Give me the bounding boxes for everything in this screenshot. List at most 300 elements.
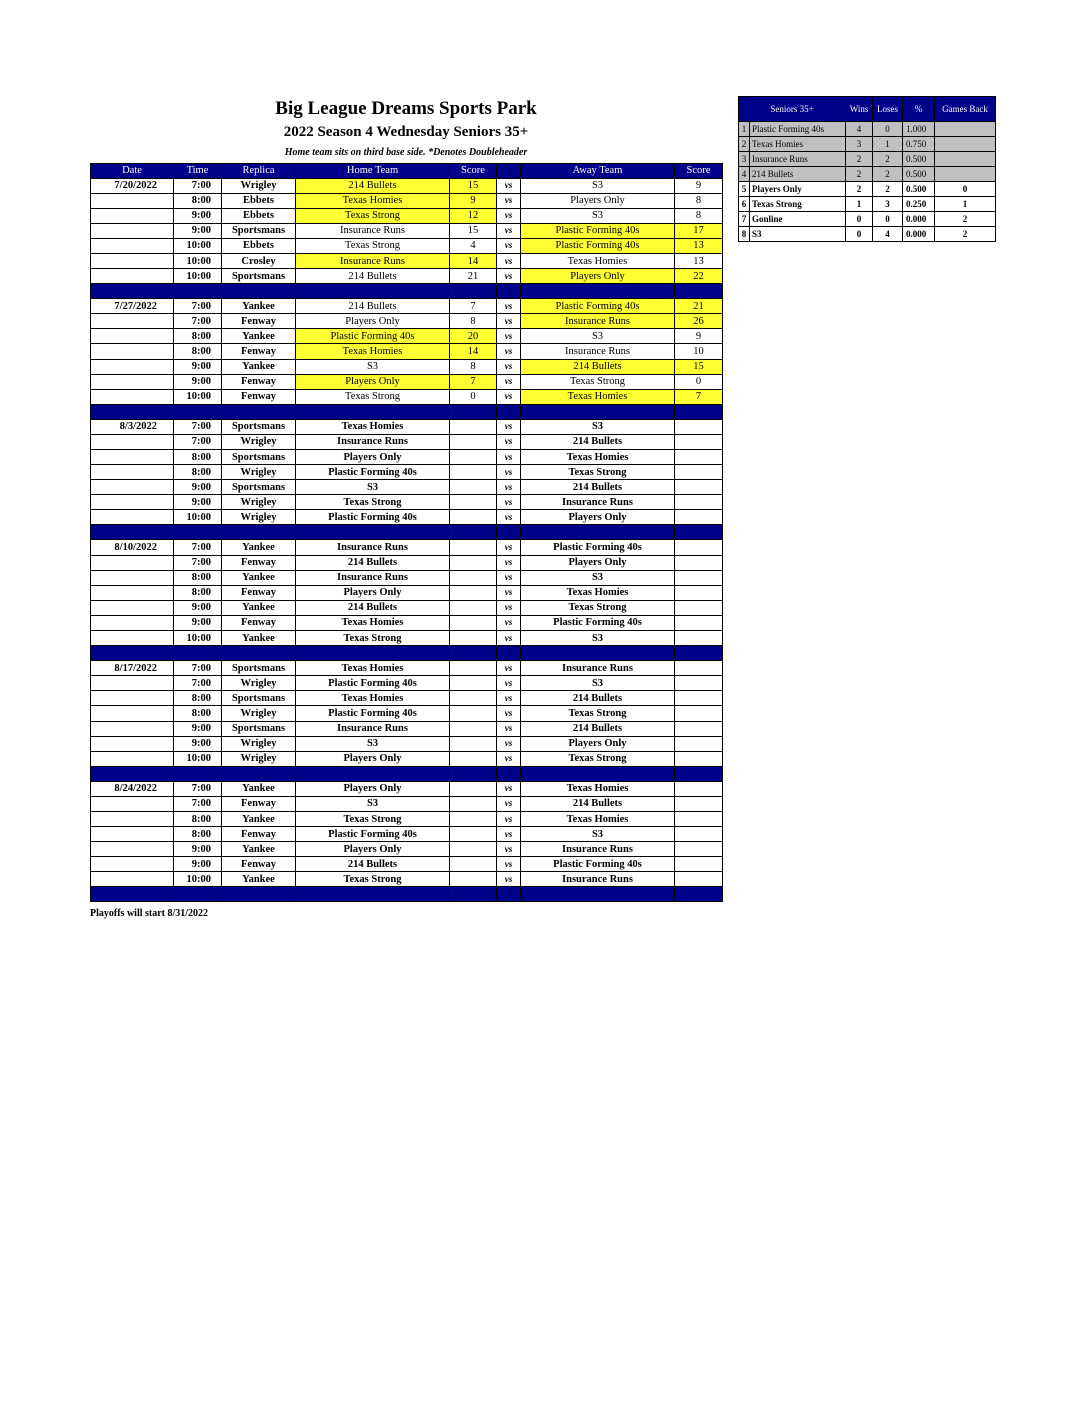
separator-cell xyxy=(222,646,296,661)
game-time: 10:00 xyxy=(174,253,222,268)
home-score: 0 xyxy=(450,389,497,404)
away-team: Insurance Runs xyxy=(521,842,675,857)
home-score: 21 xyxy=(450,269,497,284)
away-team: 214 Bullets xyxy=(521,691,675,706)
separator-cell xyxy=(450,887,497,902)
game-time: 7:00 xyxy=(174,555,222,570)
away-team: S3 xyxy=(521,208,675,223)
col-home-team: Home Team xyxy=(296,164,450,179)
standings-rank: 1 xyxy=(739,122,750,137)
vs-label: vs xyxy=(497,314,521,329)
away-team: Texas Homies xyxy=(521,389,675,404)
away-team: Players Only xyxy=(521,269,675,284)
game-row xyxy=(91,510,723,525)
game-date xyxy=(91,223,174,238)
home-team: Plastic Forming 40s xyxy=(296,676,450,691)
game-time: 7:00 xyxy=(174,676,222,691)
game-field: Sportsmans xyxy=(222,269,296,284)
away-team: Texas Strong xyxy=(521,465,675,480)
home-team: Players Only xyxy=(296,585,450,600)
vs-label: vs xyxy=(497,238,521,253)
standings-wins: 2 xyxy=(846,182,873,197)
home-team: Insurance Runs xyxy=(296,721,450,736)
standings-loses: 1 xyxy=(873,137,903,152)
standings-row xyxy=(739,197,996,212)
game-date xyxy=(91,676,174,691)
standings-header-row xyxy=(739,97,996,122)
standings-team: Texas Strong xyxy=(750,197,846,212)
away-score xyxy=(675,736,723,751)
game-row xyxy=(91,208,723,223)
game-date xyxy=(91,555,174,570)
vs-label: vs xyxy=(497,193,521,208)
separator-cell xyxy=(497,404,521,419)
standings-table xyxy=(738,96,996,242)
separator-cell xyxy=(450,525,497,540)
separator-cell xyxy=(675,887,723,902)
game-field: Ebbets xyxy=(222,208,296,223)
away-team: 214 Bullets xyxy=(521,796,675,811)
game-date xyxy=(91,329,174,344)
game-date xyxy=(91,631,174,646)
game-field: Wrigley xyxy=(222,465,296,480)
game-row xyxy=(91,827,723,842)
standings-body xyxy=(739,122,996,242)
game-date xyxy=(91,480,174,495)
away-score xyxy=(675,465,723,480)
standings-wins: 0 xyxy=(846,212,873,227)
game-time: 10:00 xyxy=(174,631,222,646)
game-time: 7:00 xyxy=(174,661,222,676)
game-row xyxy=(91,706,723,721)
separator-cell xyxy=(222,766,296,781)
game-time: 9:00 xyxy=(174,721,222,736)
separator-cell xyxy=(91,404,174,419)
separator-cell xyxy=(174,766,222,781)
home-team: Texas Homies xyxy=(296,344,450,359)
game-time: 9:00 xyxy=(174,615,222,630)
vs-label: vs xyxy=(497,480,521,495)
game-row xyxy=(91,811,723,826)
home-team: Texas Homies xyxy=(296,661,450,676)
separator-cell xyxy=(675,766,723,781)
separator-cell xyxy=(222,284,296,299)
home-score: 4 xyxy=(450,238,497,253)
standings-row xyxy=(739,122,996,137)
game-field: Yankee xyxy=(222,570,296,585)
away-score: 17 xyxy=(675,223,723,238)
home-score xyxy=(450,827,497,842)
game-time: 9:00 xyxy=(174,600,222,615)
standings-pct: 0.000 xyxy=(903,212,935,227)
vs-label: vs xyxy=(497,721,521,736)
col-time: Time xyxy=(174,164,222,179)
home-score xyxy=(450,857,497,872)
separator-cell xyxy=(675,646,723,661)
game-row xyxy=(91,842,723,857)
game-date xyxy=(91,691,174,706)
vs-label: vs xyxy=(497,872,521,887)
vs-label: vs xyxy=(497,857,521,872)
game-field: Yankee xyxy=(222,811,296,826)
away-team: Players Only xyxy=(521,510,675,525)
separator-cell xyxy=(521,525,675,540)
separator-cell xyxy=(675,284,723,299)
game-field: Wrigley xyxy=(222,736,296,751)
standings-loses: 2 xyxy=(873,152,903,167)
vs-label: vs xyxy=(497,736,521,751)
separator-cell xyxy=(450,404,497,419)
col-date: Date xyxy=(91,164,174,179)
away-team: Players Only xyxy=(521,193,675,208)
away-team: Texas Strong xyxy=(521,751,675,766)
game-date xyxy=(91,434,174,449)
game-field: Fenway xyxy=(222,857,296,872)
standings-loses: 4 xyxy=(873,227,903,242)
game-row xyxy=(91,555,723,570)
home-team: 214 Bullets xyxy=(296,269,450,284)
game-field: Yankee xyxy=(222,540,296,555)
vs-label: vs xyxy=(497,585,521,600)
week-separator xyxy=(91,766,723,781)
game-field: Fenway xyxy=(222,344,296,359)
game-field: Sportsmans xyxy=(222,223,296,238)
away-team: 214 Bullets xyxy=(521,721,675,736)
standings-pct: 1.000 xyxy=(903,122,935,137)
game-time: 7:00 xyxy=(174,314,222,329)
game-field: Sportsmans xyxy=(222,450,296,465)
game-time: 8:00 xyxy=(174,450,222,465)
game-field: Yankee xyxy=(222,329,296,344)
game-row xyxy=(91,585,723,600)
home-score xyxy=(450,570,497,585)
game-row xyxy=(91,872,723,887)
home-team: Players Only xyxy=(296,374,450,389)
standings-team: Insurance Runs xyxy=(750,152,846,167)
standings-rank: 8 xyxy=(739,227,750,242)
home-team: S3 xyxy=(296,796,450,811)
away-score xyxy=(675,510,723,525)
separator-cell xyxy=(497,887,521,902)
game-field: Fenway xyxy=(222,555,296,570)
game-time: 10:00 xyxy=(174,269,222,284)
home-team: S3 xyxy=(296,359,450,374)
vs-label: vs xyxy=(497,359,521,374)
vs-label: vs xyxy=(497,223,521,238)
away-team: S3 xyxy=(521,329,675,344)
home-score: 14 xyxy=(450,344,497,359)
vs-label: vs xyxy=(497,374,521,389)
vs-label: vs xyxy=(497,329,521,344)
standings-loses: 0 xyxy=(873,122,903,137)
game-row xyxy=(91,691,723,706)
vs-label: vs xyxy=(497,600,521,615)
away-score xyxy=(675,661,723,676)
separator-cell xyxy=(675,404,723,419)
away-team: Texas Homies xyxy=(521,585,675,600)
game-field: Ebbets xyxy=(222,238,296,253)
schedule-body xyxy=(91,178,723,902)
away-team: Texas Strong xyxy=(521,374,675,389)
game-row xyxy=(91,299,723,314)
game-date xyxy=(91,314,174,329)
game-row xyxy=(91,434,723,449)
away-score xyxy=(675,570,723,585)
vs-label: vs xyxy=(497,510,521,525)
col-vs xyxy=(497,164,521,179)
game-row xyxy=(91,178,723,193)
away-score xyxy=(675,631,723,646)
home-team: Insurance Runs xyxy=(296,434,450,449)
game-time: 8:00 xyxy=(174,193,222,208)
game-time: 9:00 xyxy=(174,480,222,495)
vs-label: vs xyxy=(497,540,521,555)
separator-cell xyxy=(296,766,450,781)
game-field: Wrigley xyxy=(222,178,296,193)
game-row xyxy=(91,857,723,872)
game-time: 9:00 xyxy=(174,842,222,857)
week-separator xyxy=(91,525,723,540)
game-time: 7:00 xyxy=(174,796,222,811)
game-time: 7:00 xyxy=(174,299,222,314)
standings-games-back: 0 xyxy=(935,182,996,197)
col-replica: Replica xyxy=(222,164,296,179)
game-time: 10:00 xyxy=(174,238,222,253)
game-time: 8:00 xyxy=(174,691,222,706)
away-team: Texas Homies xyxy=(521,811,675,826)
game-date xyxy=(91,253,174,268)
game-field: Fenway xyxy=(222,314,296,329)
home-score xyxy=(450,811,497,826)
week-separator xyxy=(91,404,723,419)
home-score xyxy=(450,540,497,555)
game-field: Ebbets xyxy=(222,193,296,208)
away-team: Players Only xyxy=(521,736,675,751)
home-score xyxy=(450,751,497,766)
away-team: Insurance Runs xyxy=(521,872,675,887)
game-date xyxy=(91,389,174,404)
home-team: 214 Bullets xyxy=(296,857,450,872)
vs-label: vs xyxy=(497,661,521,676)
vs-label: vs xyxy=(497,555,521,570)
separator-cell xyxy=(91,887,174,902)
game-row xyxy=(91,721,723,736)
game-date xyxy=(91,585,174,600)
home-team: Texas Homies xyxy=(296,419,450,434)
separator-cell xyxy=(521,646,675,661)
vs-label: vs xyxy=(497,389,521,404)
game-row xyxy=(91,796,723,811)
separator-cell xyxy=(296,404,450,419)
home-team: 214 Bullets xyxy=(296,299,450,314)
game-time: 10:00 xyxy=(174,751,222,766)
home-score xyxy=(450,450,497,465)
away-score xyxy=(675,540,723,555)
game-date xyxy=(91,269,174,284)
standings-games-back xyxy=(935,167,996,182)
game-date: 8/24/2022 xyxy=(91,781,174,796)
home-score: 8 xyxy=(450,359,497,374)
home-score xyxy=(450,600,497,615)
separator-cell xyxy=(296,284,450,299)
away-team: Plastic Forming 40s xyxy=(521,299,675,314)
home-team: Texas Strong xyxy=(296,872,450,887)
standings-loses: 2 xyxy=(873,167,903,182)
standings-games-back: 1 xyxy=(935,197,996,212)
vs-label: vs xyxy=(497,827,521,842)
standings-rank: 5 xyxy=(739,182,750,197)
away-team: Plastic Forming 40s xyxy=(521,238,675,253)
separator-cell xyxy=(450,284,497,299)
game-field: Fenway xyxy=(222,796,296,811)
col-away-team: Away Team xyxy=(521,164,675,179)
game-row xyxy=(91,661,723,676)
away-score xyxy=(675,495,723,510)
standings-pct: 0.500 xyxy=(903,167,935,182)
game-date xyxy=(91,736,174,751)
home-score xyxy=(450,495,497,510)
home-score: 14 xyxy=(450,253,497,268)
away-team: S3 xyxy=(521,419,675,434)
separator-cell xyxy=(174,887,222,902)
game-date: 8/3/2022 xyxy=(91,419,174,434)
game-date xyxy=(91,359,174,374)
vs-label: vs xyxy=(497,691,521,706)
separator-cell xyxy=(91,646,174,661)
vs-label: vs xyxy=(497,450,521,465)
game-row xyxy=(91,269,723,284)
home-team: S3 xyxy=(296,480,450,495)
home-team: Players Only xyxy=(296,781,450,796)
separator-cell xyxy=(174,404,222,419)
game-date xyxy=(91,796,174,811)
game-date: 8/17/2022 xyxy=(91,661,174,676)
home-team: Insurance Runs xyxy=(296,540,450,555)
standings-rank: 3 xyxy=(739,152,750,167)
away-team: Plastic Forming 40s xyxy=(521,223,675,238)
home-score xyxy=(450,842,497,857)
standings-col-wins: Wins xyxy=(846,97,873,122)
away-team: S3 xyxy=(521,676,675,691)
vs-label: vs xyxy=(497,253,521,268)
standings-pct: 0.500 xyxy=(903,182,935,197)
game-time: 7:00 xyxy=(174,178,222,193)
standings-row xyxy=(739,182,996,197)
away-score xyxy=(675,751,723,766)
home-score: 7 xyxy=(450,374,497,389)
vs-label: vs xyxy=(497,570,521,585)
home-score xyxy=(450,434,497,449)
separator-cell xyxy=(222,887,296,902)
standings-row xyxy=(739,152,996,167)
standings-team: Players Only xyxy=(750,182,846,197)
standings-loses: 3 xyxy=(873,197,903,212)
home-score xyxy=(450,691,497,706)
home-score xyxy=(450,706,497,721)
away-score xyxy=(675,781,723,796)
standings-team: 214 Bullets xyxy=(750,167,846,182)
home-team: Players Only xyxy=(296,450,450,465)
standings-wins: 0 xyxy=(846,227,873,242)
game-row xyxy=(91,540,723,555)
away-score xyxy=(675,811,723,826)
home-team: Texas Homies xyxy=(296,691,450,706)
vs-label: vs xyxy=(497,208,521,223)
home-team: Insurance Runs xyxy=(296,570,450,585)
separator-cell xyxy=(296,525,450,540)
standings-division: Seniors 35+ xyxy=(739,97,846,122)
game-date xyxy=(91,827,174,842)
home-team: Players Only xyxy=(296,751,450,766)
home-team: Plastic Forming 40s xyxy=(296,329,450,344)
game-field: Yankee xyxy=(222,781,296,796)
away-team: S3 xyxy=(521,631,675,646)
away-score xyxy=(675,600,723,615)
game-row xyxy=(91,631,723,646)
away-score: 7 xyxy=(675,389,723,404)
away-score xyxy=(675,721,723,736)
home-score: 12 xyxy=(450,208,497,223)
game-row xyxy=(91,253,723,268)
game-time: 8:00 xyxy=(174,811,222,826)
standings-rank: 7 xyxy=(739,212,750,227)
game-field: Sportsmans xyxy=(222,661,296,676)
away-score xyxy=(675,419,723,434)
home-team: Insurance Runs xyxy=(296,223,450,238)
home-team: Texas Strong xyxy=(296,495,450,510)
standings-games-back: 2 xyxy=(935,227,996,242)
away-score: 13 xyxy=(675,238,723,253)
game-date xyxy=(91,374,174,389)
game-row xyxy=(91,465,723,480)
game-time: 8:00 xyxy=(174,329,222,344)
standings-team: S3 xyxy=(750,227,846,242)
game-date xyxy=(91,450,174,465)
away-team: S3 xyxy=(521,178,675,193)
game-time: 8:00 xyxy=(174,344,222,359)
separator-cell xyxy=(222,525,296,540)
game-row xyxy=(91,314,723,329)
game-field: Wrigley xyxy=(222,676,296,691)
game-row xyxy=(91,450,723,465)
game-date: 7/20/2022 xyxy=(91,178,174,193)
game-date xyxy=(91,811,174,826)
vs-label: vs xyxy=(497,419,521,434)
away-team: S3 xyxy=(521,827,675,842)
away-score: 8 xyxy=(675,208,723,223)
home-score xyxy=(450,419,497,434)
away-team: Texas Homies xyxy=(521,450,675,465)
game-row xyxy=(91,676,723,691)
home-score: 15 xyxy=(450,223,497,238)
separator-cell xyxy=(521,766,675,781)
vs-label: vs xyxy=(497,811,521,826)
away-team: Plastic Forming 40s xyxy=(521,857,675,872)
away-team: Plastic Forming 40s xyxy=(521,540,675,555)
home-score xyxy=(450,676,497,691)
away-team: Insurance Runs xyxy=(521,495,675,510)
game-field: Yankee xyxy=(222,631,296,646)
home-team: Texas Strong xyxy=(296,238,450,253)
home-team: Players Only xyxy=(296,314,450,329)
standings-team: Gonline xyxy=(750,212,846,227)
game-date: 8/10/2022 xyxy=(91,540,174,555)
game-field: Crosley xyxy=(222,253,296,268)
standings-games-back xyxy=(935,122,996,137)
away-score xyxy=(675,827,723,842)
separator-cell xyxy=(222,404,296,419)
season-subtitle: 2022 Season 4 Wednesday Seniors 35+ xyxy=(283,124,529,140)
